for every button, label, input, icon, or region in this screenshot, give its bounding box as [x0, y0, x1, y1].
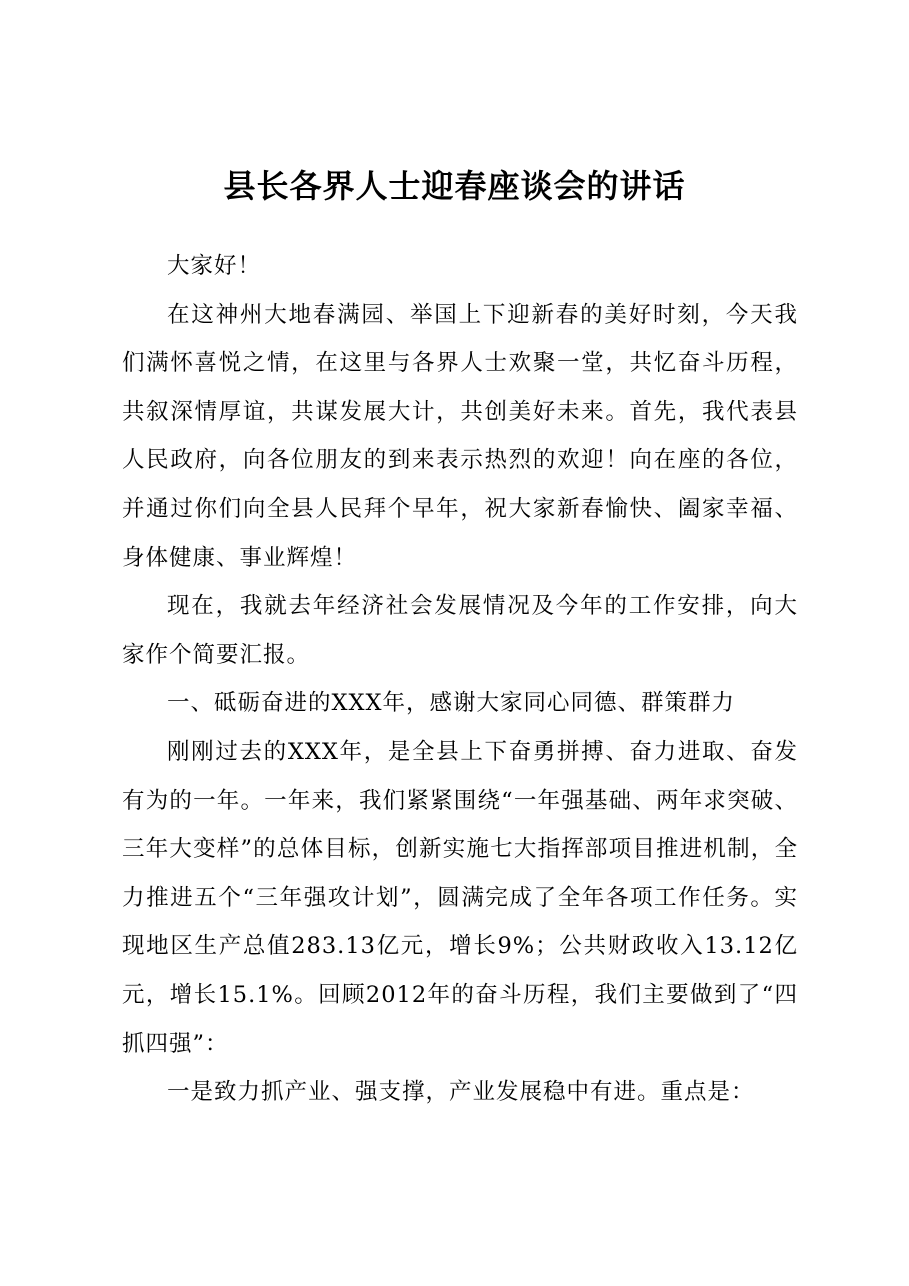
section-heading-1: 一、砥砺奋进的XXX年，感谢大家同心同德、群策群力 — [167, 690, 736, 717]
paragraph-report-intro: 现在，我就去年经济社会发展情况及今年的工作安排，向大家作个简要汇报。 — [122, 593, 798, 668]
document-body — [122, 242, 798, 1117]
paragraph-greeting: 大家好！ — [167, 253, 262, 279]
paragraph-point-1: 一是致力抓产业、强支撑，产业发展稳中有进。重点是： — [167, 1079, 755, 1106]
document-title: 县长各界人士迎春座谈会的讲话 — [223, 167, 686, 205]
paragraph-opening: 在这神州大地春满园、举国上下迎新春的美好时刻，今天我们满怀喜悦之情，在这里与各界人士欢聚一堂，共忆奋斗历程，共叙深情厚谊，共谋发展大计，共创美好未来。首先，我代表县人民政府，向各位朋友的到来表示热烈的欢迎！向在座的各位，并通过你们向全县人民拜个早年，祝大家新春愉快、阖家幸福、身体健康、事业辉煌！ — [122, 301, 798, 571]
paragraph-review: 刚刚过去的XXX年，是全县上下奋勇拼搏、奋力进取、奋发有为的一年。一年来，我们紧紧围绕“一年强基础、两年求突破、三年大变样”的总体目标，创新实施七大指挥部项目推进机制，全力推进五个“三年强攻计划”，圆满完成了全年各项工作任务。实现地区生产总值283.13亿元，增长9%；公共财政收入13.12亿元，增长15.1%。回顾2012年的奋斗历程，我们主要做到了“四抓四强”： — [122, 738, 798, 1057]
